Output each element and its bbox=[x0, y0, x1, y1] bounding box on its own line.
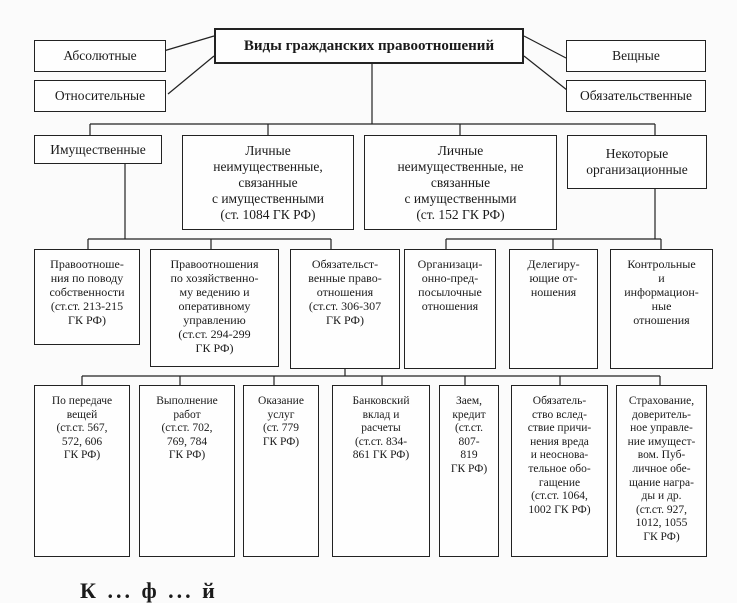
box-delegating: Делегиру- ющие от- ношения bbox=[509, 249, 598, 369]
box-organizational-prerequisite: Организаци- онно-пред- посылочные отношения bbox=[404, 249, 496, 369]
box-harm-unjust-enrichment: Обязатель- ство вслед- ствие причи- нения вреда и неоснова- тельное обо- гащение (ст.ст. 1064, 1002 ГК РФ) bbox=[511, 385, 608, 557]
box-property-relations: Имущественные bbox=[34, 135, 162, 164]
cropped-footer-text: К ... ф ... й bbox=[80, 578, 218, 603]
box-obligation-relations: Обязательст- венные право- отношения (ст.ст. 306-307 ГК РФ) bbox=[290, 249, 400, 369]
box-absolute: Абсолютные bbox=[34, 40, 166, 72]
box-ownership-relations: Правоотноше- ния по поводу собственности (ст.ст. 213-215 ГК РФ) bbox=[34, 249, 140, 345]
box-performance-of-work: Выполнение работ (ст.ст. 702, 769, 784 ГК РФ) bbox=[139, 385, 235, 557]
diagram-title: Виды гражданских правоотношений bbox=[214, 28, 524, 64]
box-relative: Относительные bbox=[34, 80, 166, 112]
box-organizational: Некоторые организационные bbox=[567, 135, 707, 189]
box-economic-management: Правоотношения по хозяйственно- му ведению и оперативному управлению (ст.ст. 294-299 ГК РФ) bbox=[150, 249, 279, 367]
box-personal-nonproperty-linked: Личные неимущественные, связанные с имущественными (ст. 1084 ГК РФ) bbox=[182, 135, 354, 230]
box-control-information: Контрольные и информацион- ные отношения bbox=[610, 249, 713, 369]
box-personal-nonproperty-unlinked: Личные неимущественные, не связанные с имущественными (ст. 152 ГК РФ) bbox=[364, 135, 557, 230]
box-loan-credit: Заем, кредит (ст.ст. 807- 819 ГК РФ) bbox=[439, 385, 499, 557]
box-property-rights: Вещные bbox=[566, 40, 706, 72]
box-services: Оказание услуг (ст. 779 ГК РФ) bbox=[243, 385, 319, 557]
box-transfer-of-things: По передаче вещей (ст.ст. 567, 572, 606 ГК РФ) bbox=[34, 385, 130, 557]
box-banking: Банковский вклад и расчеты (ст.ст. 834- 861 ГК РФ) bbox=[332, 385, 430, 557]
box-obligations: Обязательственные bbox=[566, 80, 706, 112]
box-insurance-trust: Страхование, доверитель- ное управле- ние имущест- вом. Пуб- личное обе- щание награ- ды и др. (ст.ст. 927, 1012, 1055 ГК РФ) bbox=[616, 385, 707, 557]
